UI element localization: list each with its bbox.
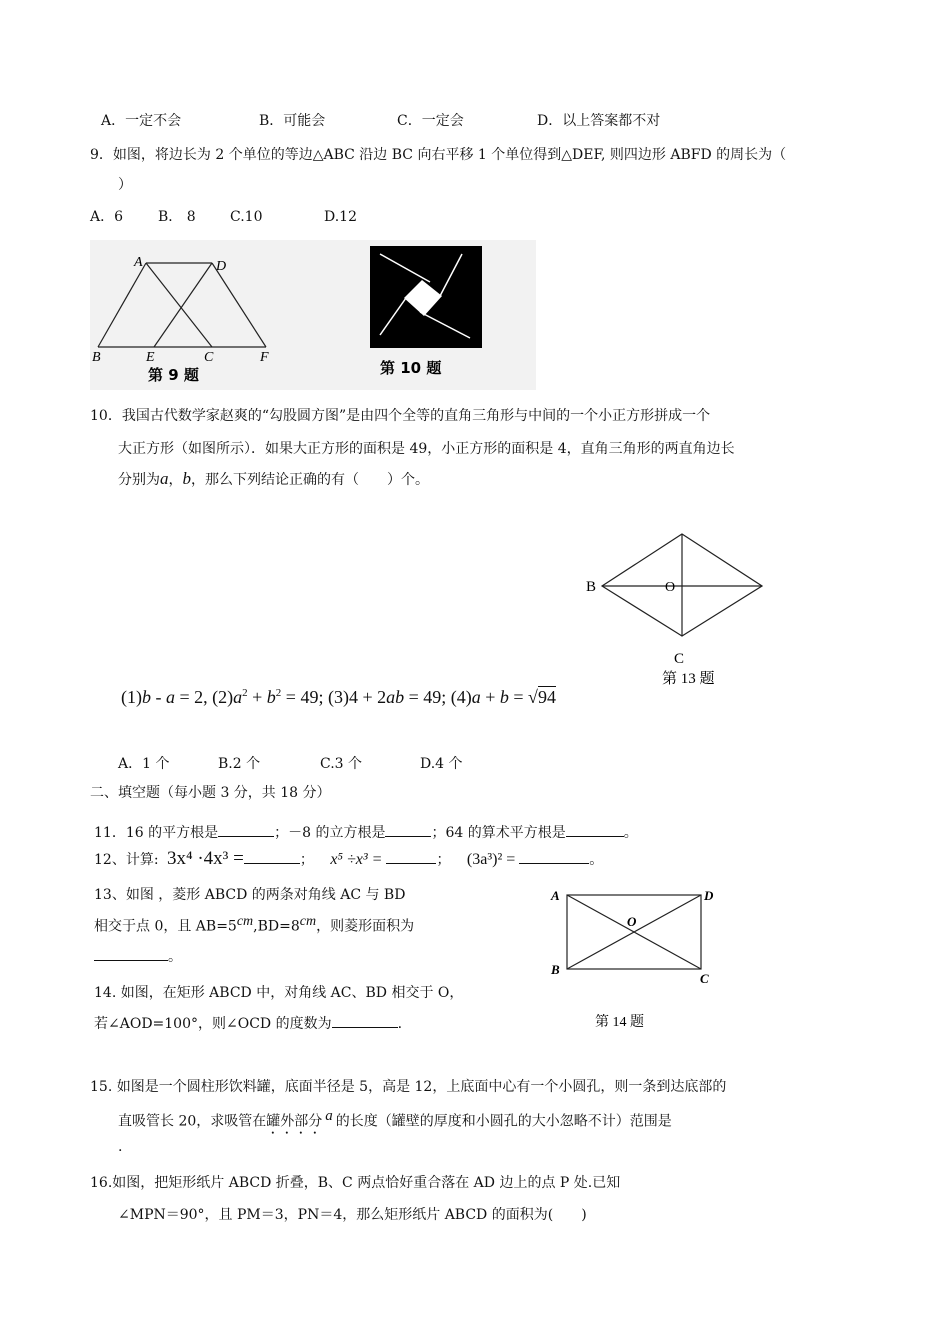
formula-b4: b [499,687,509,707]
formula-sqrt-value: 94 [537,687,556,707]
q13-answer-line [94,946,182,966]
q15-line2 [118,1108,672,1138]
formula-sup-b: 2 [275,687,282,699]
q9-stem-line1: 9．如图，将边长为 2 个单位的等边△ABC 沿边 BC 向右平移 1 个单位得到△DEF, 则四边形 ABFD 的周长为（ [90,147,787,163]
fig9-label-e: E [146,350,155,365]
formula-b: b [142,687,151,707]
q11-blank2[interactable] [385,822,431,837]
q12-sep1: ； [299,852,314,868]
figure-9 [90,240,280,390]
formula-a: a [166,687,175,707]
formula-plus4: + [480,687,500,707]
fig14-label-b: B [551,962,560,977]
formula-b2: b [266,687,276,707]
figure-10 [280,240,536,390]
q13-end: 。 [168,949,182,965]
fig13-caption: 第 13 题 [662,671,715,687]
formula-minus: - [151,687,166,707]
q11-blank1[interactable] [218,822,274,837]
fig9-label-d: D [216,259,227,274]
fig9-label-f: F [260,350,269,365]
q9-stem-line2: ） [118,177,132,193]
q12-end: 。 [589,852,604,868]
q11-end: 。 [623,825,638,841]
formula-a2: a [233,687,243,707]
q14-line1: 14. 如图，在矩形 ABCD 中，对角线 AC、BD 相交于 O， [94,985,464,1001]
q12-expr1: 3x⁴ ·4x³ = [166,848,244,869]
q9-option-a: A．6 [90,209,124,225]
q9-option-d: D.12 [324,209,357,225]
q12-blank2[interactable] [386,849,436,864]
formula-eq1: = 2, (2) [175,687,234,707]
q13-line2 [94,914,414,936]
q9-option-b: B． 8 [158,209,196,225]
q8-options [101,110,660,130]
q14-blank[interactable] [332,1013,398,1028]
q9-option-c: C.10 [230,209,263,225]
fig9-label-a: A [134,255,143,270]
q13-line2-pre: 相交于点 0，且 AB=5 [94,918,237,935]
formula-eq4: = [508,687,529,707]
q14-line2 [94,1013,402,1033]
q16-line1: 16.如图，把矩形纸片 ABCD 折叠，B、C 两点恰好重合落在 AD 边上的点 P 处.已知 [90,1175,621,1191]
formula-eq2: = 49; (3)4 + 2 [281,687,387,707]
q10-line1: 10．我国古代数学家赵爽的“勾股圆方图”是由四个全等的直角三角形与中间的一个小正方形拼成一个 [90,408,711,424]
fig13-label-b: B [586,579,597,595]
q14-line2-text: 若∠AOD=100°，则∠OCD 的度数为 [94,1016,332,1032]
q8-option-c: C．一定会 [397,113,464,129]
formula-ab: ab [386,687,405,707]
q12-sep2: ； [436,852,451,868]
q15-line2-post: 的长度（罐壁的厚度和小圆孔的大小忽略不计）范围是 [335,1113,672,1130]
fig14-label-d: D [704,888,714,903]
fig14-label-a: A [551,888,560,903]
formula-eq3: = 49; (4) [404,687,472,707]
q10-var-b: b [182,469,191,488]
fig13-label-o: O [665,580,676,595]
q10-option-c: C.3 个 [320,756,363,772]
fig9-label-c: C [204,350,214,365]
figure-14 [545,884,725,1034]
fig13-label-c: C [674,651,685,667]
q15-line3: . [118,1139,123,1155]
q15-line2-pre: 直吸管长 20，求吸管在 [118,1113,267,1130]
q15-dotted-text: 罐外部分 [266,1113,323,1130]
q16-line2: ∠MPN＝90°，且 PM＝3，PN＝4，那么矩形纸片 ABCD 的面积为( ) [118,1207,587,1223]
q14-end: . [397,1016,403,1032]
q11 [94,822,638,842]
q11-part1: 11．16 的平方根是 [94,825,219,841]
fig14-label-c: C [700,971,709,986]
q10-line3 [118,469,429,489]
q12-blank3[interactable] [519,849,589,864]
sqrt-sign: √ [528,687,538,707]
q10-formula [121,687,556,708]
q12 [94,848,603,870]
q8-option-a: A．一定不会 [101,113,182,129]
q15-line1: 15. 如图是一个圆柱形饮料罐，底面半径是 5，高是 12，上底面中心有一个小圆孔，则一条到达底部的 [90,1079,727,1095]
q13-unit1: cm [236,914,254,929]
q11-part2: ；－8 的立方根是 [274,825,386,841]
q10-line3-pre: 分别为 [118,472,160,488]
section-2-title: 二、填空题（每小题 3 分，共 18 分） [90,785,331,801]
q10-option-a: A．1 个 [118,756,170,772]
q10-option-b: B.2 个 [218,756,261,772]
formula-plus: + [247,687,267,707]
figure-13 [580,528,780,688]
q10-option-d: D.4 个 [420,756,463,772]
fig14-caption: 第 14 题 [595,1015,644,1030]
q13-line2-post: ，则菱形面积为 [316,918,415,935]
q10-var-a: a [160,469,169,488]
q15-var-a: a [325,1108,333,1124]
q11-blank3[interactable] [566,822,624,837]
fig9-caption: 第 9 题 [148,366,199,384]
q10-options [118,753,463,773]
q12-blank1[interactable] [244,849,300,864]
formula-p1: (1) [121,687,142,707]
fig9-label-b: B [92,350,101,365]
q13-blank[interactable] [94,946,168,961]
formula-sup-a: 2 [242,687,248,699]
fig14-label-o: O [627,914,637,929]
figure-13-diagram [580,528,780,688]
q10-sep: ， [168,472,183,488]
q13-line2-mid: ,BD=8 [253,918,300,935]
q13-line1: 13、如图 ，菱形 ABCD 的两条对角线 AC 与 BD [94,887,406,903]
q8-option-b: B．可能会 [259,113,326,129]
q11-part3: ；64 的算术平方根是 [431,825,566,841]
figure-14-diagram [545,884,725,1034]
q10-line2: 大正方形（如图所示）．如果大正方形的面积是 49，小正方形的面积是 4，直角三角形的两直角边长 [118,441,735,457]
figure-9-diagram [90,240,280,390]
q8-option-d: D．以上答案都不对 [537,113,661,129]
fig10-caption: 第 10 题 [380,359,442,377]
q10-line3-post: ，那么下列结论正确的有（ ）个。 [191,472,429,488]
q13-unit2: cm [299,914,317,929]
q12-expr2: x⁵ ÷x³ = [330,851,383,868]
formula-a4: a [471,687,481,707]
figure-10-diagram [280,240,536,390]
q12-label: 12、计算: [94,852,159,868]
q9-options [90,206,357,226]
q12-expr3: (3a³)² = [466,851,516,868]
